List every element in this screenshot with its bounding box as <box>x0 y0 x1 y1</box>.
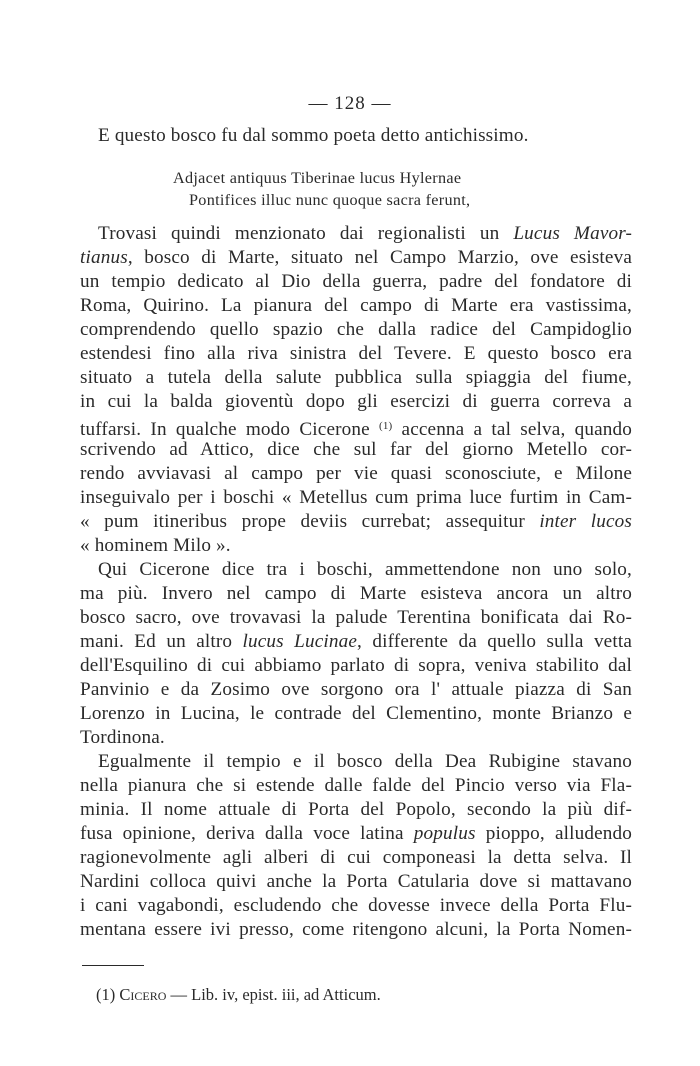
footnote-citation: — Lib. iv, epist. iii, ad Atticum. <box>166 985 381 1004</box>
footnote-divider <box>82 965 144 966</box>
text-run: , differente da quello sulla vetta <box>357 631 632 652</box>
text-line <box>80 870 632 894</box>
text-run: « hominem Milo ». <box>80 535 231 556</box>
text-line <box>80 798 632 822</box>
text-run: in cui la balda gioventù dopo gli esercizi di guerra correva a <box>80 391 632 412</box>
text-line <box>80 390 632 414</box>
text-run: minia. Il nome attuale di Porta del Popolo, secondo la più dif- <box>80 799 632 820</box>
text-run: Trovasi quindi menzionato dai regionalisti un <box>98 223 514 244</box>
text-line <box>80 774 632 798</box>
text-line <box>80 342 632 366</box>
text-run: ma più. Invero nel campo di Marte esisteva ancora un altro <box>80 583 632 604</box>
text-line <box>80 606 632 630</box>
italic-term: populus <box>413 823 476 844</box>
text-line <box>80 918 632 942</box>
text-run: situato a tutela della salute pubblica sulla spiaggia del fiume, <box>80 367 632 388</box>
text-run: comprendendo quello spazio che dalla radice del Campidoglio <box>80 319 632 340</box>
text-run: Panvinio e da Zosimo ove sorgono ora l' attuale piazza di San <box>80 679 632 700</box>
italic-term: tianus <box>80 247 128 268</box>
text-run: accenna a tal selva, quando <box>392 419 632 440</box>
text-run: Roma, Quirino. La pianura del campo di Marte era vastissima, <box>80 295 632 316</box>
intro-paragraph <box>80 124 632 148</box>
text-line <box>80 558 632 582</box>
text-line <box>80 726 632 750</box>
italic-term: inter lucos <box>539 511 632 532</box>
text-run: mani. Ed un altro <box>80 631 243 652</box>
text-line <box>80 630 632 654</box>
quote-line-1: Adjacet antiquus Tiberinae lucus Hylernae <box>173 169 462 187</box>
text-line <box>80 246 632 270</box>
text-run: dell'Esquilino di cui abbiamo parlato di sopra, veniva stabilito dal <box>80 655 632 676</box>
footnote-reference: (1) <box>379 420 393 432</box>
latin-quote <box>173 167 533 211</box>
text-line <box>80 414 632 438</box>
text-line <box>80 270 632 294</box>
text-line <box>80 462 632 486</box>
text-line <box>80 894 632 918</box>
text-run: Qui Cicerone dice tra i boschi, ammettendone non uno solo, <box>98 559 632 580</box>
footnote <box>96 984 596 1006</box>
text-run: ragionevolmente agli alberi di cui componeasi la detta selva. Il <box>80 847 632 868</box>
text-run: Nardini colloca quivi anche la Porta Catularia dove si mattavano <box>80 871 632 892</box>
italic-term: lucus Lucinae <box>242 631 358 652</box>
text-run: rendo avviavasi al campo per vie quasi sconosciute, e Milone <box>80 463 632 484</box>
text-line <box>80 750 632 774</box>
quote-line-2: Pontifices illuc nunc quoque sacra ferunt, <box>189 191 471 209</box>
text-run: estendesi fino alla riva sinistra del Tevere. E questo bosco era <box>80 343 632 364</box>
text-line <box>80 846 632 870</box>
text-run: bosco sacro, ove trovavasi la palude Terentina bonificata dai Ro- <box>80 607 632 628</box>
text-run: un tempio dedicato al Dio della guerra, padre del fondatore di <box>80 271 632 292</box>
text-run: tuffarsi. In qualche modo Cicerone <box>80 419 380 440</box>
text-line <box>80 294 632 318</box>
text-line <box>80 654 632 678</box>
text-line <box>80 582 632 606</box>
text-line <box>80 702 632 726</box>
text-run: Lorenzo in Lucina, le contrade del Clementino, monte Brianzo e <box>80 703 632 724</box>
text-run: i cani vagabondi, escludendo che dovesse invece della Porta Flu- <box>80 895 632 916</box>
text-line <box>80 678 632 702</box>
text-run: Tordinona. <box>80 727 165 748</box>
intro-line: E questo bosco fu dal sommo poeta detto antichissimo. <box>98 125 529 146</box>
text-line <box>80 438 632 462</box>
text-line <box>80 534 632 558</box>
text-line <box>80 510 632 534</box>
text-line <box>80 222 632 246</box>
italic-term: Lucus Mavor- <box>513 223 632 244</box>
text-run: scrivendo ad Attico, dice che sul far del giorno Metello cor- <box>80 439 632 460</box>
text-line <box>80 318 632 342</box>
text-run: mentana essere ivi presso, come ritengono alcuni, la Porta Nomen- <box>80 919 632 940</box>
footnote-author: Cicero <box>119 985 167 1004</box>
text-run: Egualmente il tempio e il bosco della Dea Rubigine stavano <box>98 751 632 772</box>
text-line <box>80 822 632 846</box>
text-line <box>80 486 632 510</box>
text-run: inseguivalo per i boschi « Metellus cum prima luce furtim in Cam- <box>80 487 632 508</box>
text-run: nella pianura che si estende dalle falde del Pincio verso via Fla- <box>80 775 632 796</box>
text-run: fusa opinione, deriva dalla voce latina <box>80 823 414 844</box>
text-run: pioppo, alludendo <box>475 823 632 844</box>
text-run: , bosco di Marte, situato nel Campo Marzio, ove esisteva <box>127 247 632 268</box>
main-text <box>80 222 632 942</box>
text-line <box>80 366 632 390</box>
text-run: « pum itineribus prope deviis currebat; assequitur <box>80 511 540 532</box>
footnote-marker: (1) <box>96 985 116 1004</box>
page-number: — 128 — <box>308 93 392 114</box>
